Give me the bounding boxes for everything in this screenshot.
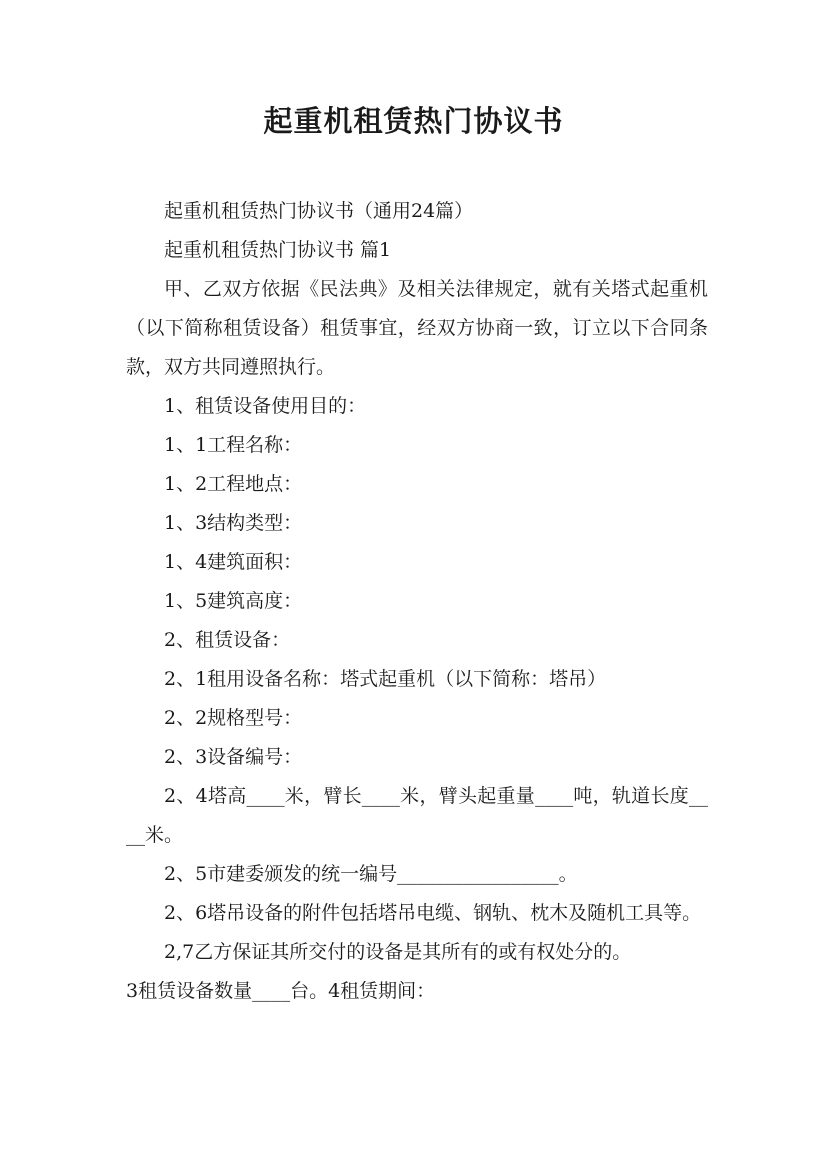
paragraph-clause-3-4: 3租赁设备数量____台。4租赁期间： bbox=[126, 980, 436, 1002]
paragraph-clause-2: 2、租赁设备： bbox=[164, 629, 291, 651]
paragraph-section-heading: 起重机租赁热门协议书 篇1 bbox=[164, 239, 392, 261]
paragraph-clause-1: 1、租赁设备使用目的： bbox=[164, 395, 367, 417]
paragraph-subtitle: 起重机租赁热门协议书（通用24篇） bbox=[164, 200, 474, 222]
paragraph-clause-1-1: 1、1工程名称： bbox=[164, 434, 303, 456]
document-title: 起重机租赁热门协议书 bbox=[263, 104, 564, 138]
document-body bbox=[126, 192, 708, 1011]
paragraph-intro: 甲、乙双方依据《民法典》及相关法律规定，就有关塔式起重机（以下简称租赁设备）租赁事宜，经双方协商一致，订立以下合同条款，双方共同遵照执行。 bbox=[126, 278, 708, 378]
paragraph-clause-1-5: 1、5建筑高度： bbox=[164, 590, 303, 612]
paragraph-clause-1-2: 1、2工程地点： bbox=[164, 473, 303, 495]
paragraph-clause-2-3: 2、3设备编号： bbox=[164, 746, 303, 768]
paragraph-clause-2-7: 2,7乙方保证其所交付的设备是其所有的或有权处分的。 bbox=[164, 941, 632, 963]
paragraph-clause-2-5: 2、5市建委颁发的统一编号_________________。 bbox=[164, 863, 578, 885]
paragraph-clause-2-2: 2、2规格型号： bbox=[164, 707, 303, 729]
paragraph-clause-1-3: 1、3结构类型： bbox=[164, 512, 303, 534]
paragraph-clause-1-4: 1、4建筑面积： bbox=[164, 551, 303, 573]
paragraph-clause-2-6: 2、6塔吊设备的附件包括塔吊电缆、钢轨、枕木及随机工具等。 bbox=[164, 902, 702, 924]
paragraph-clause-2-1: 2、1租用设备名称：塔式起重机（以下简称：塔吊） bbox=[164, 668, 607, 690]
paragraph-clause-2-4: 2、4塔高____米，臂长____米，臂头起重量____吨，轨道长度____米。 bbox=[126, 785, 708, 846]
